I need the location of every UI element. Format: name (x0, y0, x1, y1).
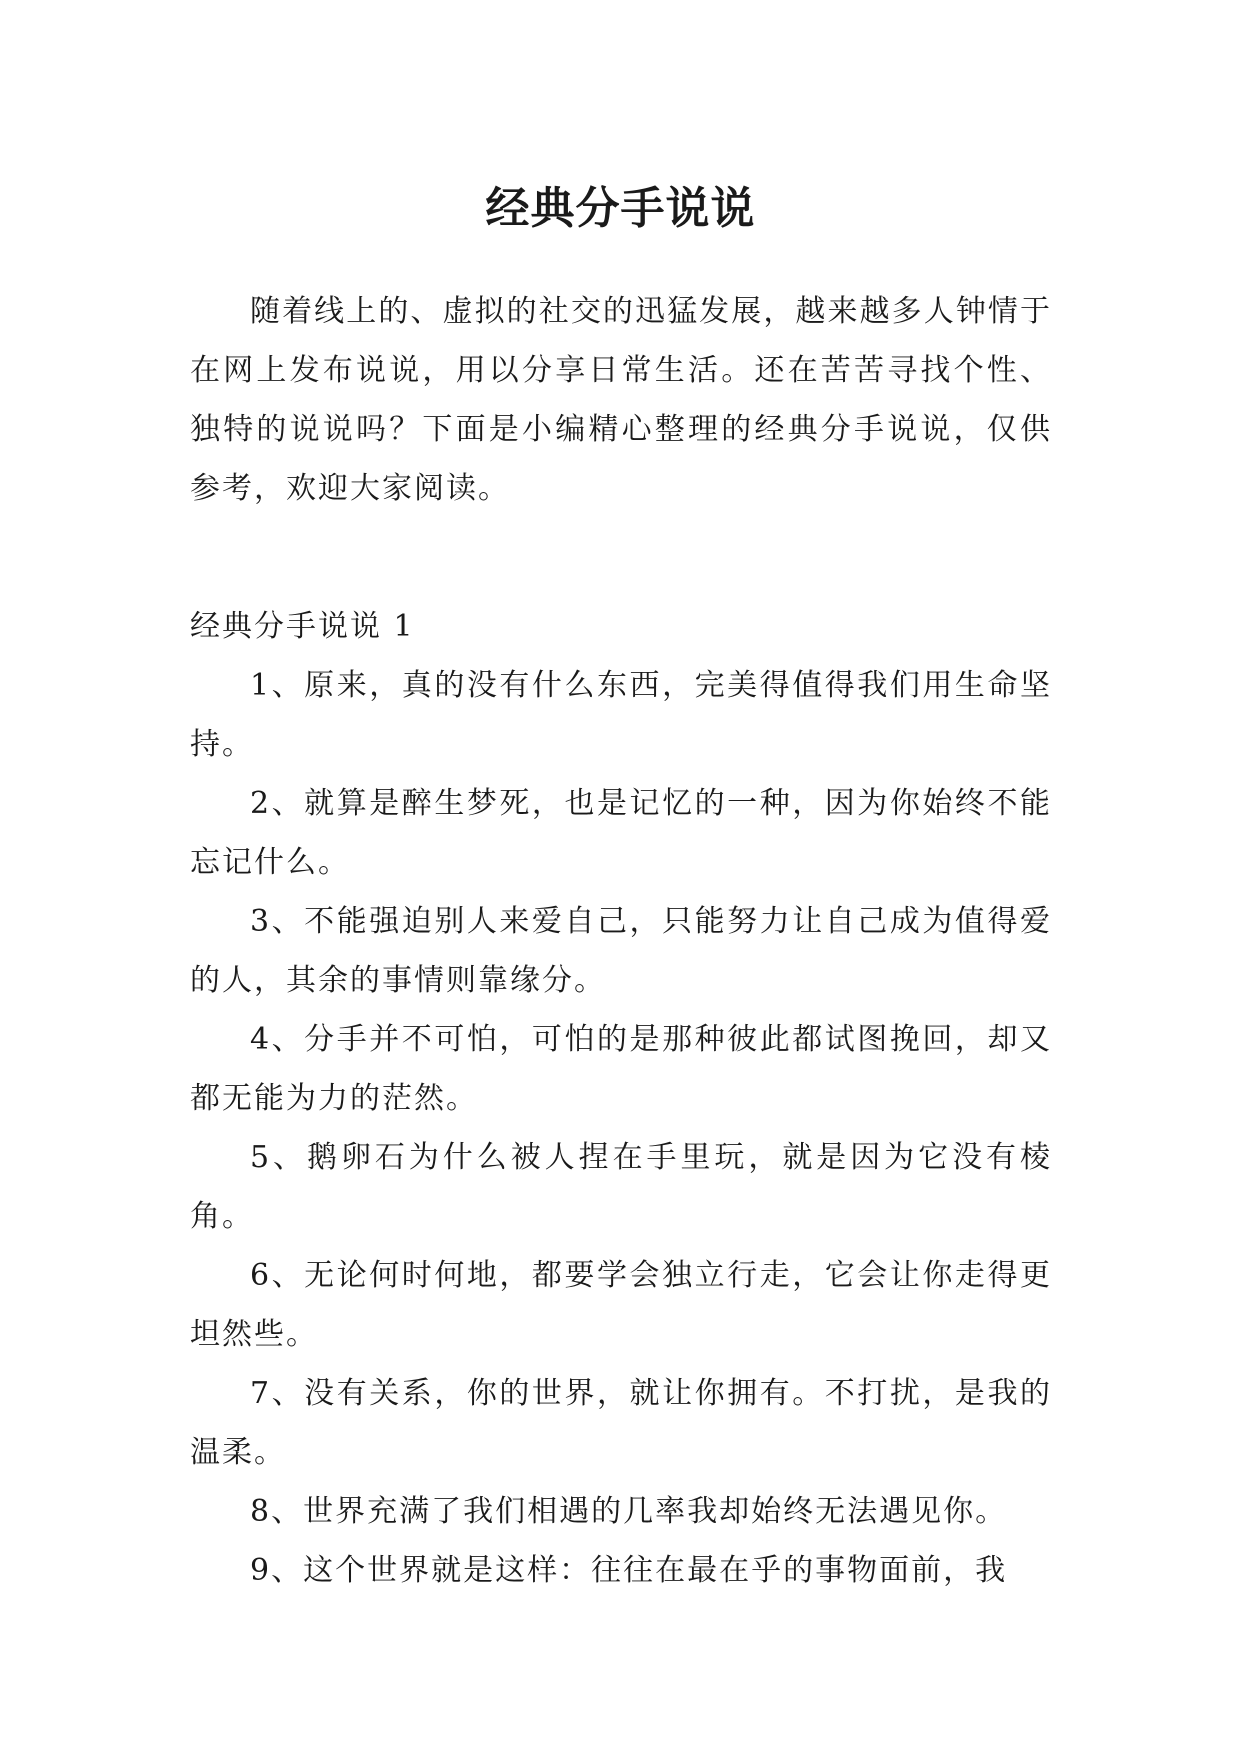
list-item: 7、没有关系，你的世界，就让你拥有。不打扰，是我的温柔。 (190, 1376, 1052, 1470)
list-item: 4、分手并不可怕，可怕的是那种彼此都试图挽回，却又都无能为力的茫然。 (190, 1022, 1052, 1116)
list-item: 9、这个世界就是这样：往往在最在乎的事物面前，我 (250, 1553, 1008, 1588)
list-item: 5、鹅卵石为什么被人捏在手里玩，就是因为它没有棱角。 (190, 1140, 1052, 1234)
document-body (190, 282, 1052, 1600)
list-item: 6、无论何时何地，都要学会独立行走，它会让你走得更坦然些。 (190, 1258, 1052, 1352)
list-item: 1、原来，真的没有什么东西，完美得值得我们用生命坚持。 (190, 668, 1052, 762)
list-item: 3、不能强迫别人来爱自己，只能努力让自己成为值得爱的人，其余的事情则靠缘分。 (190, 904, 1052, 998)
section-heading: 经典分手说说 1 (190, 609, 415, 644)
list-item: 8、世界充满了我们相遇的几率我却始终无法遇见你。 (250, 1494, 1008, 1529)
intro-paragraph: 随着线上的、虚拟的社交的迅猛发展，越来越多人钟情于在网上发布说说，用以分享日常生活。还在苦苦寻找个性、独特的说说吗？下面是小编精心整理的经典分手说说，仅供参考，欢迎大家阅读。 (190, 294, 1052, 506)
list-item: 2、就算是醉生梦死，也是记忆的一种，因为你始终不能忘记什么。 (190, 786, 1052, 880)
document-title: 经典分手说说 (485, 183, 756, 235)
